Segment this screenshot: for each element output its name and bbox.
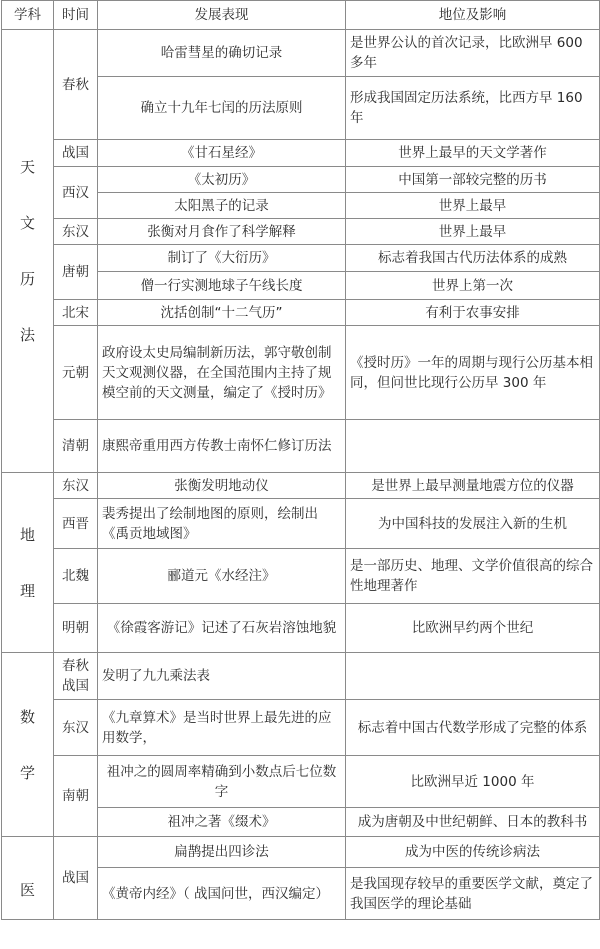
impact-cell: 世界上最早 [346, 219, 600, 245]
development-cell: 确立十九年七闰的历法原则 [98, 77, 346, 140]
impact-cell: 比欧洲早约两个世纪 [346, 604, 600, 653]
impact-cell: 成为中医的传统诊病法 [346, 837, 600, 868]
development-cell: 太阳黑子的记录 [98, 193, 346, 219]
impact-cell [346, 653, 600, 700]
table-row [2, 30, 600, 77]
subject-astronomy: 天 文 历 法 [2, 30, 54, 473]
impact-cell: 形成我国固定历法系统，比西方早 160 年 [346, 77, 600, 140]
development-cell: 康熙帝重用西方传教士南怀仁修订历法 [98, 420, 346, 473]
impact-cell: 是世界公认的首次记录，比欧洲早 600 多年 [346, 30, 600, 77]
table-row [2, 420, 600, 473]
era-cell: 清朝 [54, 420, 98, 473]
table-row [2, 700, 600, 756]
impact-cell: 世界上最早 [346, 193, 600, 219]
development-cell: 哈雷彗星的确切记录 [98, 30, 346, 77]
development-cell: 《黄帝内经》（ 战国问世，西汉编定） [98, 868, 346, 920]
era-cell: 唐朝 [54, 245, 98, 300]
subject-geography: 地 理 [2, 473, 54, 653]
era-cell: 东汉 [54, 700, 98, 756]
era-cell: 东汉 [54, 219, 98, 245]
development-cell: 僧一行实测地球子午线长度 [98, 272, 346, 300]
header-subject: 学科 [2, 1, 54, 30]
subject-medicine: 医 [2, 837, 54, 920]
era-cell: 西汉 [54, 167, 98, 219]
development-cell: 郦道元《水经注》 [98, 549, 346, 604]
era-cell: 战国 [54, 140, 98, 167]
development-cell: 张衡对月食作了科学解释 [98, 219, 346, 245]
era-cell: 西晋 [54, 499, 98, 549]
table-row [2, 653, 600, 700]
development-cell: 政府设太史局编制新历法，郭守敬创制天文观测仪器，在全国范围内主持了规模空前的天文测量，编定了《授时历》 [98, 326, 346, 420]
impact-cell [346, 420, 600, 473]
development-cell: 发明了九九乘法表 [98, 653, 346, 700]
era-cell: 元朝 [54, 326, 98, 420]
impact-cell: 是我国现存较早的重要医学文献，奠定了我国医学的理论基础 [346, 868, 600, 920]
impact-cell: 成为唐朝及中世纪朝鲜、日本的教科书 [346, 808, 600, 837]
era-cell: 春秋战国 [54, 653, 98, 700]
impact-cell: 世界上最早的天文学著作 [346, 140, 600, 167]
subject-math: 数 学 [2, 653, 54, 837]
table-row [2, 756, 600, 808]
table-row [2, 140, 600, 167]
era-cell: 北魏 [54, 549, 98, 604]
impact-cell: 比欧洲早近 1000 年 [346, 756, 600, 808]
development-cell: 《甘石星经》 [98, 140, 346, 167]
era-cell: 明朝 [54, 604, 98, 653]
table-row [2, 245, 600, 272]
table-row [2, 219, 600, 245]
impact-cell: 是世界上最早测量地震方位的仪器 [346, 473, 600, 499]
development-cell: 制订了《大衍历》 [98, 245, 346, 272]
science-history-table [1, 0, 600, 920]
development-cell: 《徐霞客游记》记述了石灰岩溶蚀地貌 [98, 604, 346, 653]
impact-cell: 为中国科技的发展注入新的生机 [346, 499, 600, 549]
development-cell: 祖冲之著《缀术》 [98, 808, 346, 837]
table-row [2, 167, 600, 193]
impact-cell: 世界上第一次 [346, 272, 600, 300]
header-development: 发展表现 [98, 1, 346, 30]
development-cell: 张衡发明地动仪 [98, 473, 346, 499]
development-cell: 祖冲之的圆周率精确到小数点后七位数字 [98, 756, 346, 808]
impact-cell: 标志着我国古代历法体系的成熟 [346, 245, 600, 272]
era-cell: 战国 [54, 837, 98, 920]
table-row [2, 473, 600, 499]
development-cell: 扁鹊提出四诊法 [98, 837, 346, 868]
table-row [2, 549, 600, 604]
table-row [2, 499, 600, 549]
table-row [2, 326, 600, 420]
era-cell: 东汉 [54, 473, 98, 499]
header-era: 时间 [54, 1, 98, 30]
table-row [2, 837, 600, 868]
table-row [2, 300, 600, 326]
development-cell: 《九章算术》是当时世界上最先进的应用数学， [98, 700, 346, 756]
impact-cell: 是一部历史、地理、文学价值很高的综合性地理著作 [346, 549, 600, 604]
impact-cell: 标志着中国古代数学形成了完整的体系 [346, 700, 600, 756]
impact-cell: 《授时历》一年的周期与现行公历基本相同，但问世比现行公历早 300 年 [346, 326, 600, 420]
era-cell: 北宋 [54, 300, 98, 326]
development-cell: 裴秀提出了绘制地图的原则，绘制出《禹贡地域图》 [98, 499, 346, 549]
era-cell: 春秋 [54, 30, 98, 140]
development-cell: 沈括创制“十二气历” [98, 300, 346, 326]
impact-cell: 中国第一部较完整的历书 [346, 167, 600, 193]
impact-cell: 有利于农事安排 [346, 300, 600, 326]
era-cell: 南朝 [54, 756, 98, 837]
table-row [2, 604, 600, 653]
development-cell: 《太初历》 [98, 167, 346, 193]
header-row [2, 1, 600, 30]
header-impact: 地位及影响 [346, 1, 600, 30]
